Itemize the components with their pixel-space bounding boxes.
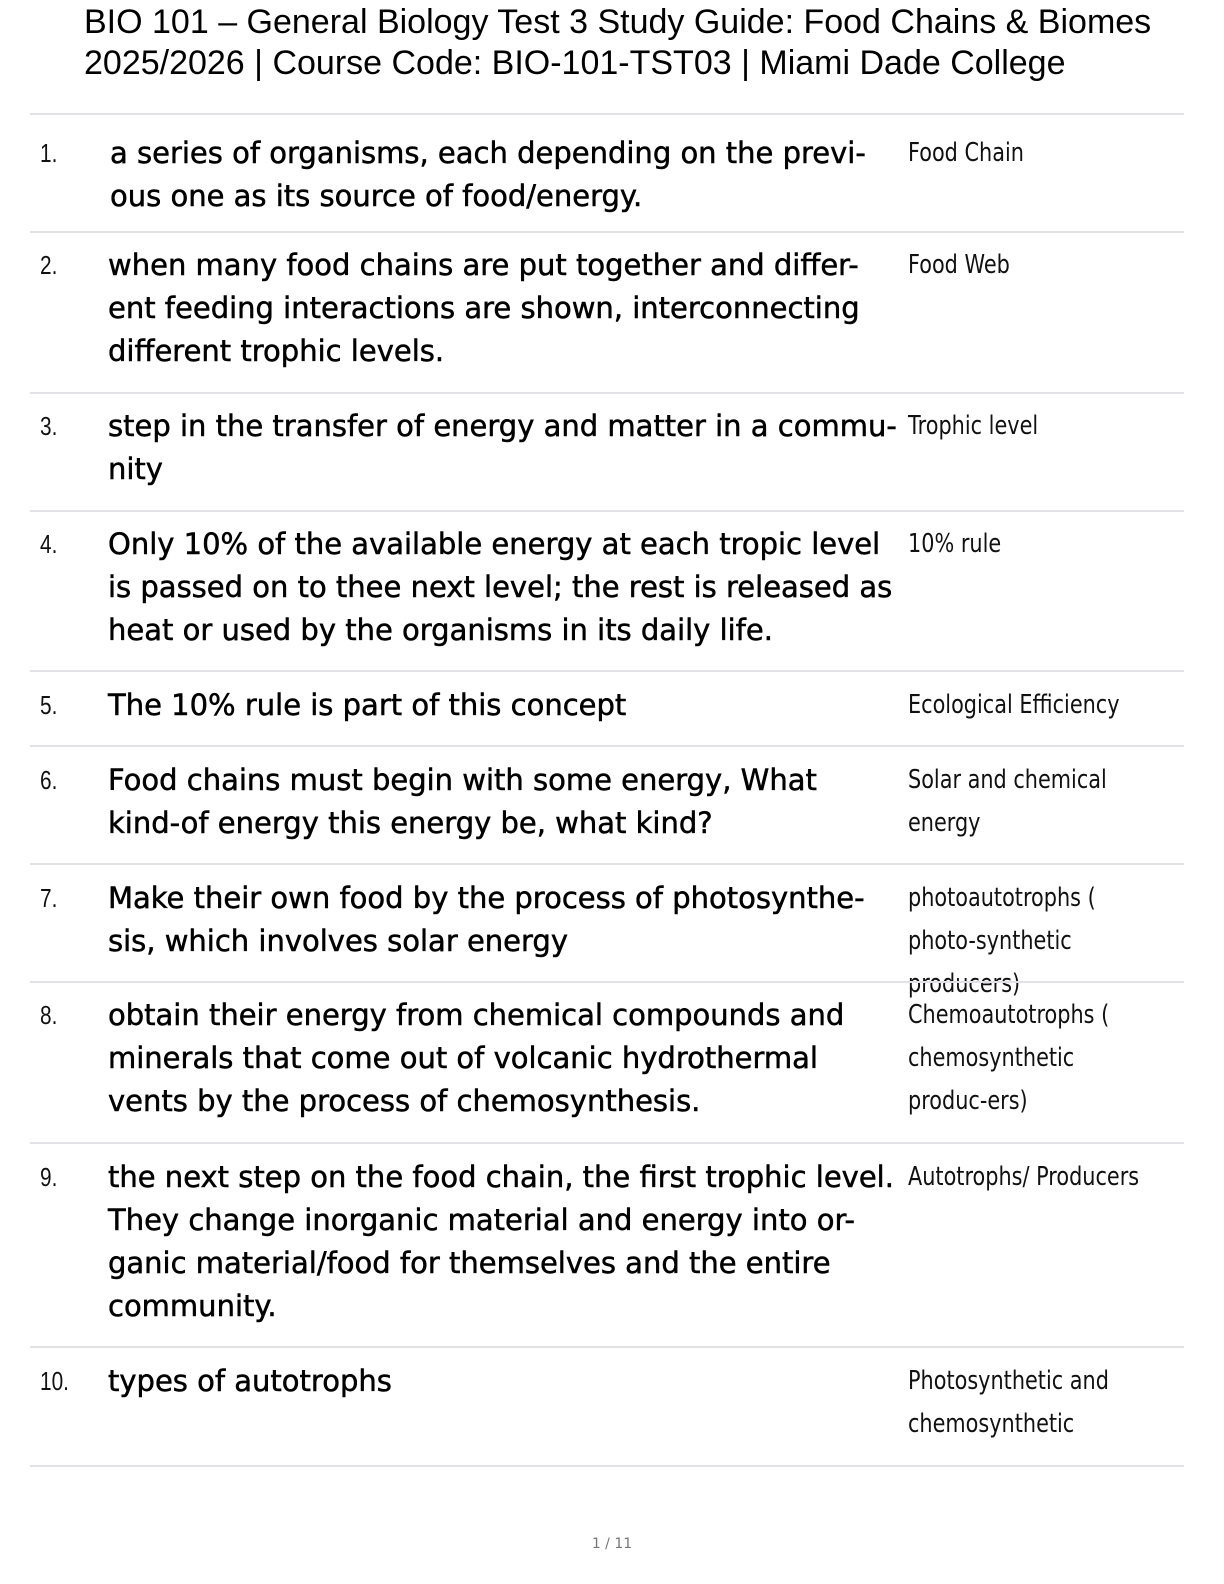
card-definition: Food Web [908, 250, 1010, 280]
card-term: obtain their energy from chemical compounds and minerals that come out of volcanic hydrothermal vents by the process of chemosynthesis. [108, 998, 845, 1118]
card-number: 10. [40, 1366, 69, 1396]
divider [30, 863, 1184, 865]
card-number: 9. [40, 1162, 58, 1192]
page-indicator: 1 / 11 [591, 1536, 633, 1552]
divider [30, 670, 1184, 672]
card-definition: Ecological Efficiency [908, 690, 1120, 720]
card-term: Make their own food by the process of photosynthe-sis, which involves solar energy [108, 881, 865, 958]
divider [30, 981, 1184, 983]
card-term: when many food chains are put together and differ-ent feeding interactions are shown, interconnecting different trophic levels. [108, 248, 860, 368]
card-definition: Trophic level [908, 411, 1039, 441]
card-term: Food chains must begin with some energy, What kind-of energy this energy be, what kind? [108, 763, 817, 840]
divider [30, 231, 1184, 233]
card-definition: Photosynthetic and chemosynthetic [908, 1366, 1109, 1439]
card-definition: 10% rule [908, 529, 1002, 559]
divider [30, 113, 1184, 115]
divider [30, 392, 1184, 394]
card-term: a series of organisms, each depending on the previ-ous one as its source of food/energy. [110, 136, 866, 213]
card-definition: Autotrophs/ Producers [908, 1162, 1140, 1192]
card-definition: Solar and chemical energy [908, 765, 1107, 838]
card-definition: photoautotrophs ( photo-synthetic producers) [908, 883, 1096, 999]
card-definition: Chemoautotrophs ( chemosynthetic produc-ers) [908, 1000, 1110, 1116]
card-number: 5. [40, 690, 58, 720]
card-number: 4. [40, 529, 58, 559]
card-number: 3. [40, 411, 58, 441]
card-number: 7. [40, 883, 58, 913]
card-term: the next step on the food chain, the first trophic level. They change inorganic material and energy into or-ganic material/food for themselves and the entire community. [108, 1160, 894, 1323]
divider [30, 1346, 1184, 1348]
card-number: 6. [40, 765, 58, 795]
card-number: 8. [40, 1000, 58, 1030]
card-term: Only 10% of the available energy at each tropic level is passed on to thee next level; the rest is released as heat or used by the organisms in its daily life. [108, 527, 893, 647]
page-title: BIO 101 – General Biology Test 3 Study Guide: Food Chains & Biomes 2025/2026 | Course Code: BIO-101-TST03 | Miami Dade College [84, 3, 1152, 82]
divider [30, 745, 1184, 747]
divider [30, 510, 1184, 512]
card-term: The 10% rule is part of this concept [108, 688, 627, 722]
card-term: step in the transfer of energy and matter in a commu-nity [108, 409, 897, 486]
card-number: 1. [40, 138, 58, 168]
card-term: types of autotrophs [108, 1364, 392, 1398]
card-definition: Food Chain [908, 138, 1024, 168]
divider [30, 1465, 1184, 1467]
card-number: 2. [40, 250, 58, 280]
divider [30, 1142, 1184, 1144]
